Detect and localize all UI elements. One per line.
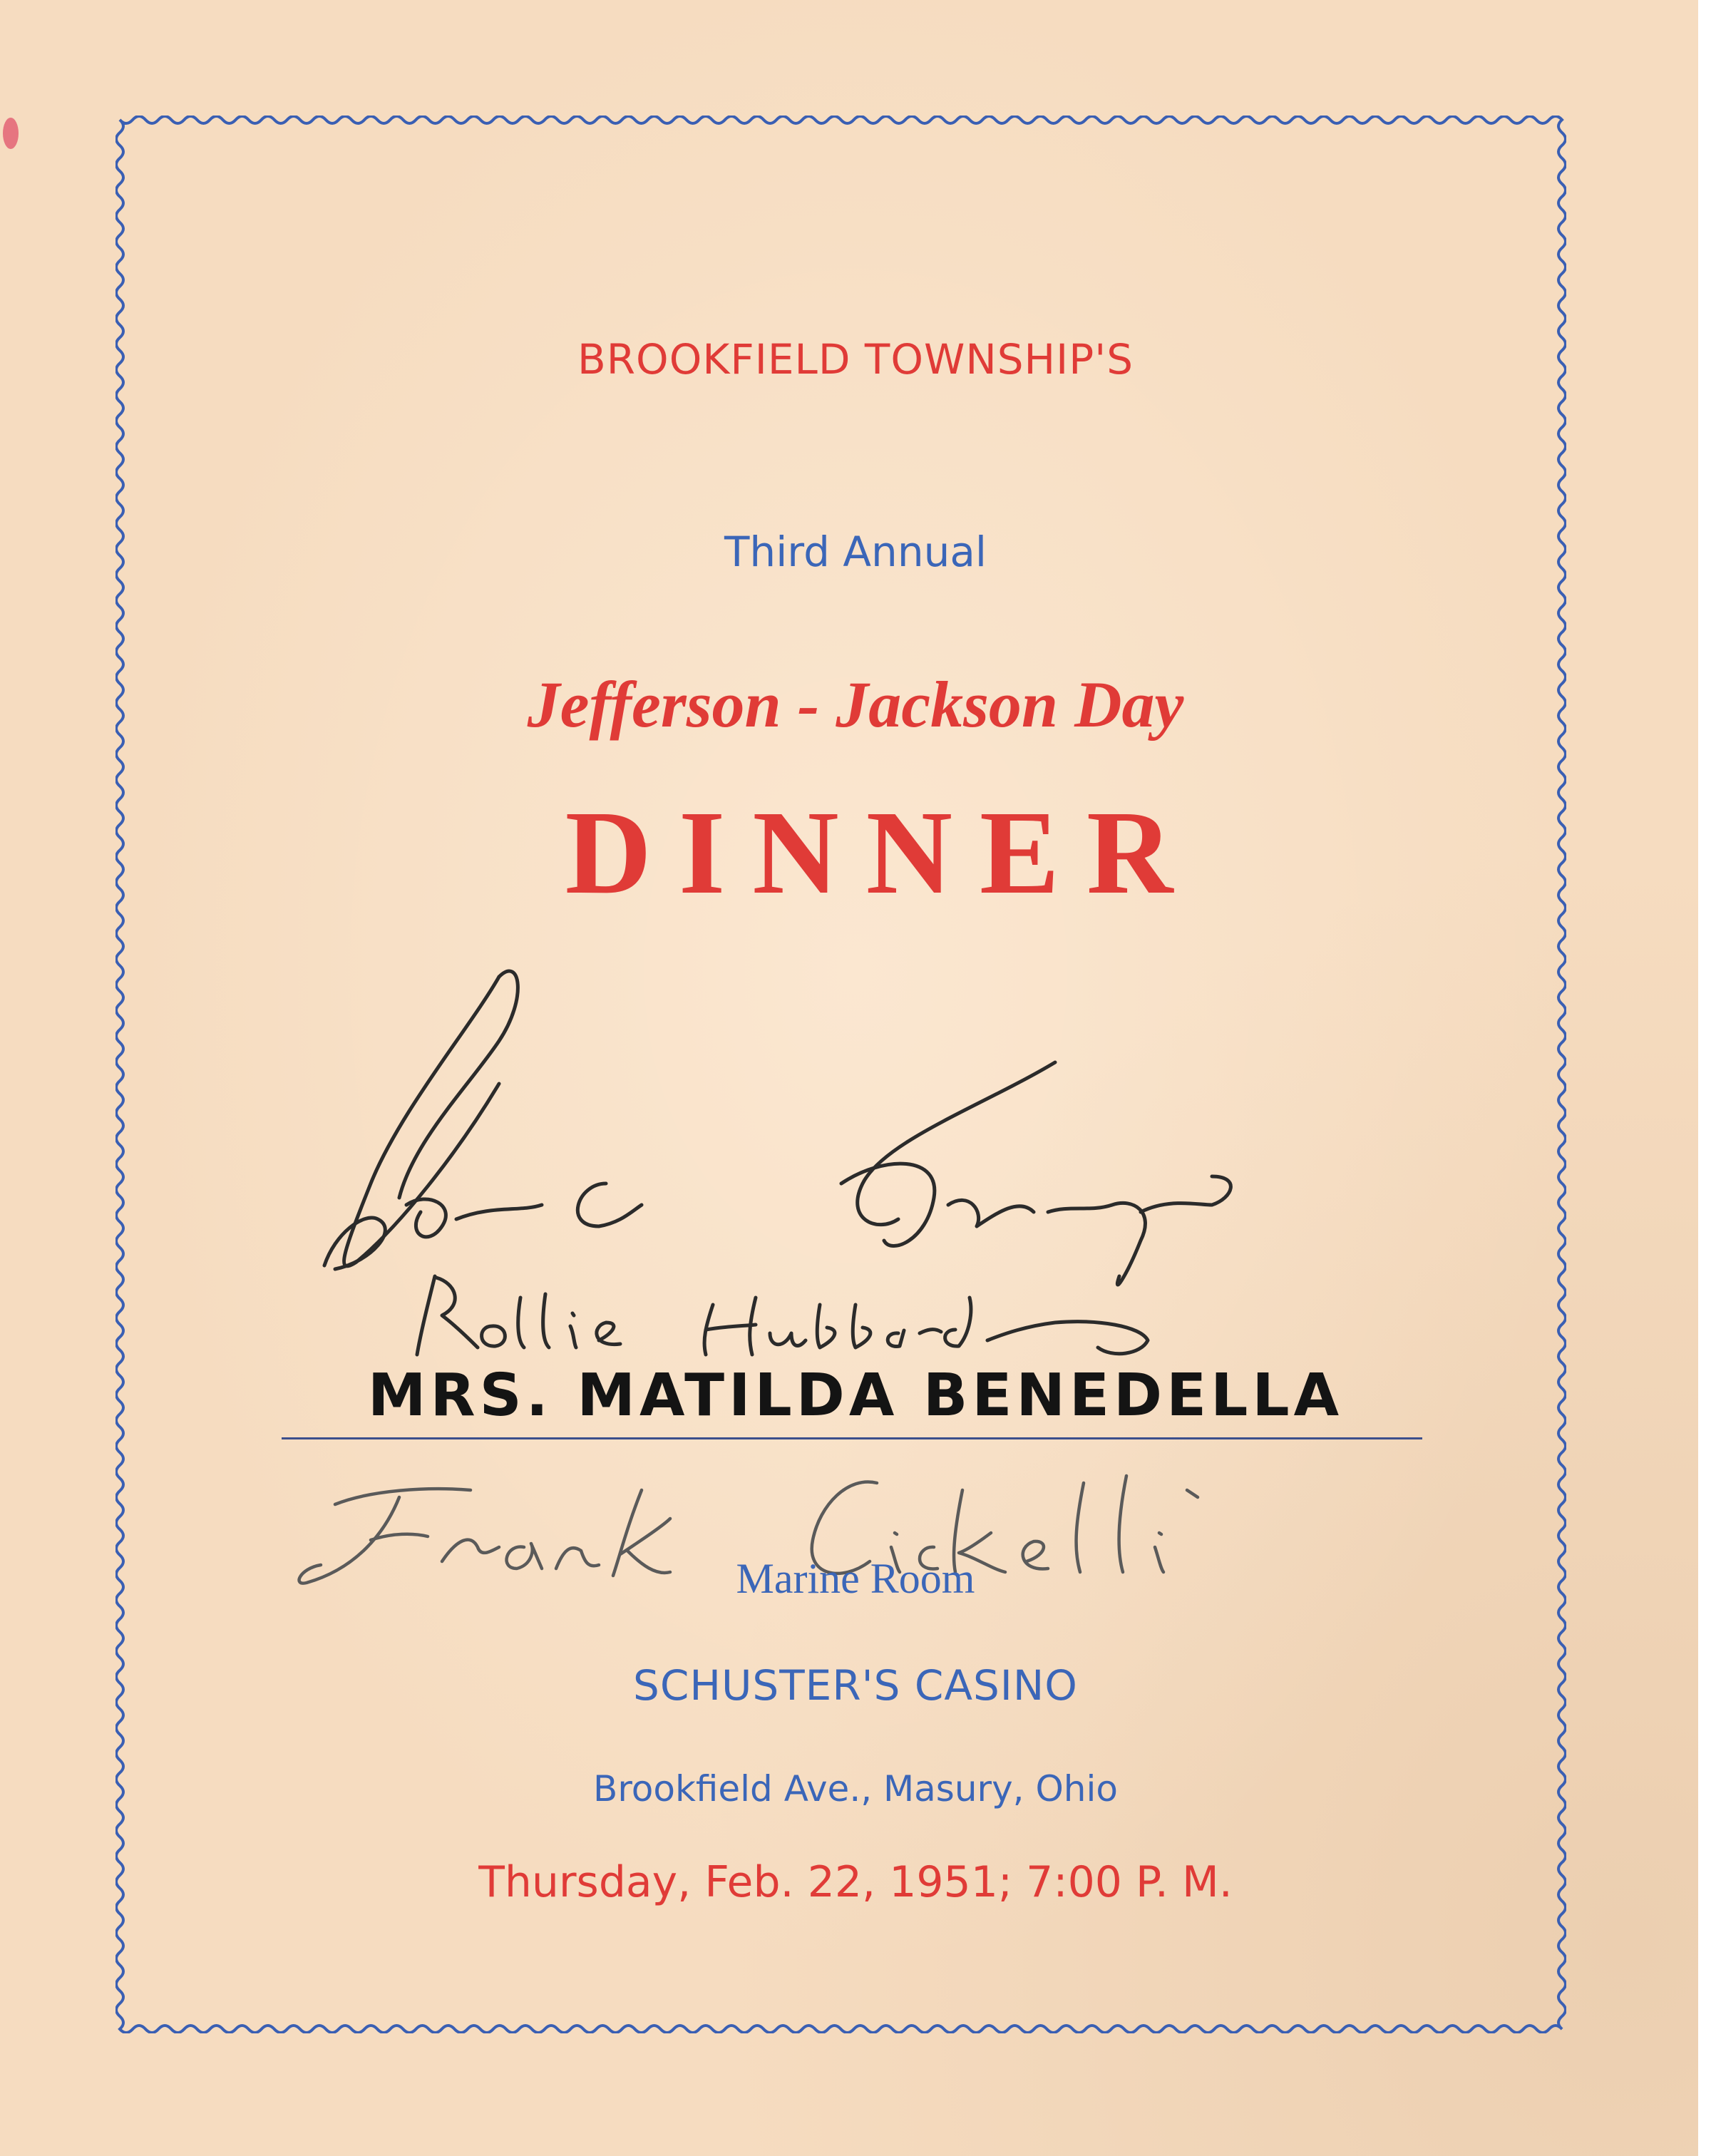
event-type-heading: DINNER (565, 786, 1201, 919)
host-title: BROOKFIELD TOWNSHIP'S (577, 335, 1134, 384)
venue-name: SCHUSTER'S CASINO (633, 1661, 1078, 1710)
event-name: Jefferson - Jackson Day (527, 668, 1184, 741)
venue-address: Brookfield Ave., Masury, Ohio (593, 1768, 1118, 1809)
room-name: Marine Room (736, 1555, 975, 1602)
name-underline (282, 1437, 1422, 1439)
event-datetime: Thursday, Feb. 22, 1951; 7:00 P. M. (478, 1857, 1233, 1907)
edition-label: Third Annual (724, 528, 987, 576)
recipient-name: MRS. MATILDA BENEDELLA (367, 1362, 1344, 1429)
